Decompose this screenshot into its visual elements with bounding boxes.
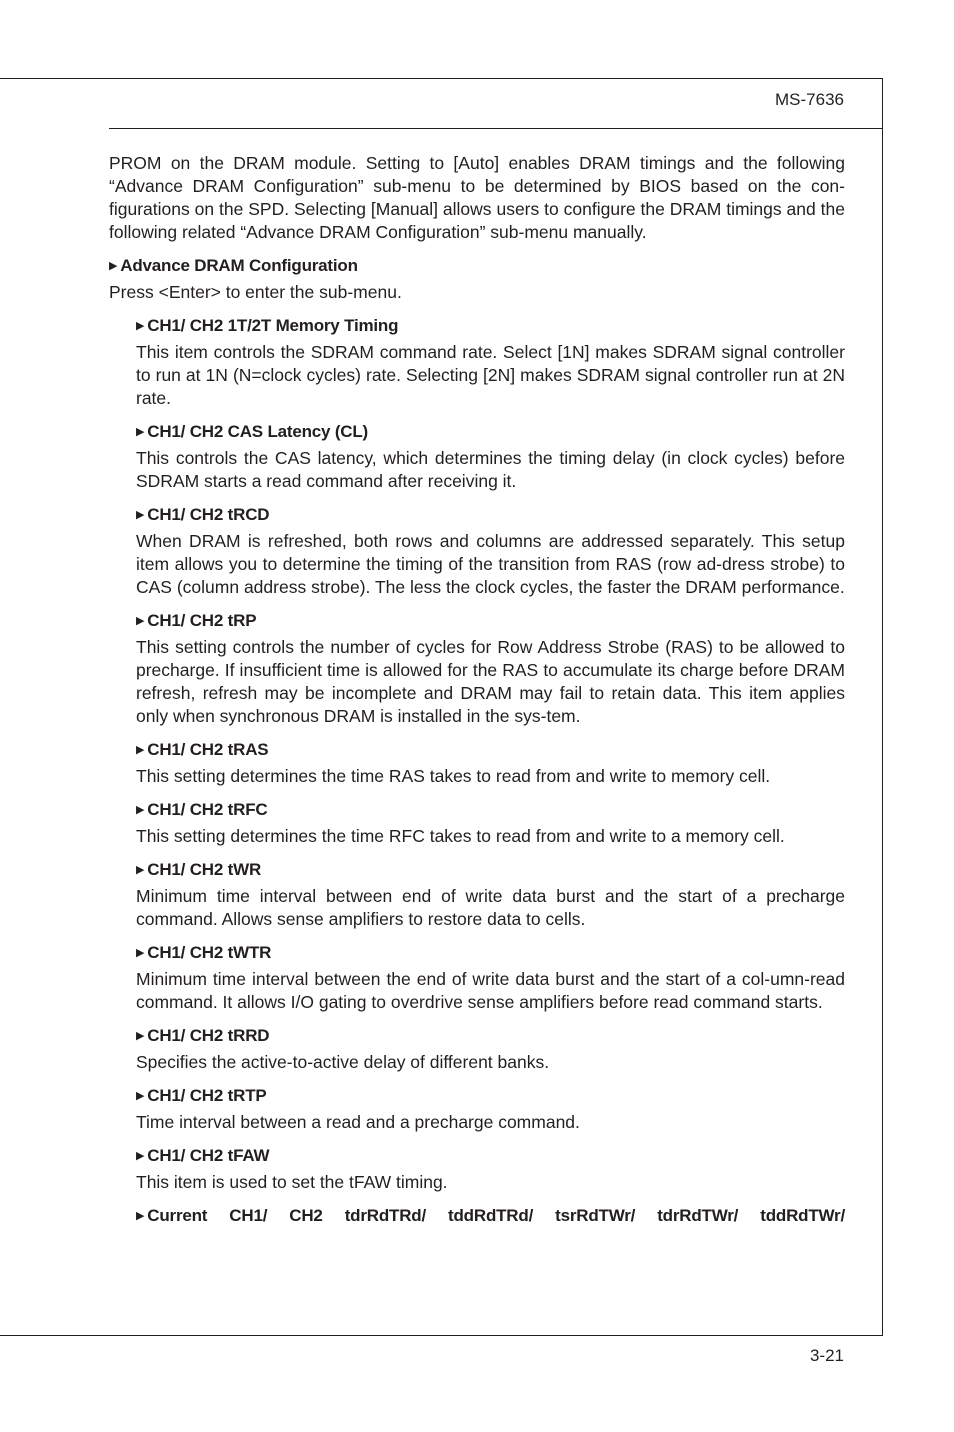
item-heading: ▶ CH1/ CH2 tRCD (136, 503, 845, 527)
item-text: This setting controls the number of cycles for Row Address Strobe (RAS) to be allowed to precharge. If insufficient time is allowed for the RAS to accumulate its charge before DRAM refresh, refresh may be incomplete and DRAM may fail to retain data. This item applies only when synchronous DRAM is installed in the sys-tem. (136, 637, 845, 726)
item-trp (136, 609, 845, 728)
top-rule (0, 78, 883, 79)
item-text: This item is used to set the tFAW timing. (136, 1172, 448, 1192)
item-text: Specifies the active-to-active delay of different banks. (136, 1052, 550, 1072)
intro-paragraph: PROM on the DRAM module. Setting to [Auto] enables DRAM timings and the following “Advance DRAM Configuration” sub-menu to be determined by BIOS based on the con-figurations on the SPD. Selecting [Manual] allows users to configure the DRAM timings and the following related “Advance DRAM Configuration” sub-menu manually. (109, 153, 845, 242)
triangle-bullet-icon: ▶ (136, 864, 145, 876)
item-text: This setting determines the time RAS takes to read from and write to memory cell. (136, 766, 771, 786)
bottom-rule (0, 1335, 883, 1336)
item-heading: ▶ CH1/ CH2 tRTP (136, 1084, 845, 1108)
item-twr (136, 858, 845, 931)
item-text: This item controls the SDRAM command rate. Select [1N] makes SDRAM signal controller to run at 1N (N=clock cycles) rate. Selecting [2N] makes SDRAM signal controller run at 2N rate. (136, 342, 845, 408)
item-heading: ▶ CH1/ CH2 tWTR (136, 941, 845, 965)
right-rule (882, 78, 883, 1336)
item-trrd (136, 1024, 845, 1074)
item-heading-current-timings: ▶ Current CH1/ CH2 tdrRdTRd/ tddRdTRd/ tsrRdTWr/ tdrRdTWr/ tddRdTWr/ (136, 1204, 845, 1228)
item-tfaw (136, 1144, 845, 1194)
item-heading: ▶ CH1/ CH2 tFAW (136, 1144, 845, 1168)
item-text: This setting determines the time RFC takes to read from and write to a memory cell. (136, 826, 785, 846)
item-heading: ▶ CH1/ CH2 tWR (136, 858, 845, 882)
model-number: MS-7636 (775, 90, 844, 109)
item-text: When DRAM is refreshed, both rows and columns are addressed separately. This setup item allows you to determine the timing of the transition from RAS (row ad-dress strobe) to CAS (column address strobe). The less the clock cycles, the faster the DRAM performance. (136, 531, 845, 597)
item-heading: ▶ CH1/ CH2 tRP (136, 609, 845, 633)
triangle-bullet-icon: ▶ (136, 804, 145, 816)
item-heading: ▶ CH1/ CH2 tRRD (136, 1024, 845, 1048)
item-trtp (136, 1084, 845, 1134)
triangle-bullet-icon: ▶ (136, 947, 145, 959)
triangle-bullet-icon: ▶ (136, 1030, 145, 1042)
item-text: Time interval between a read and a precharge command. (136, 1112, 580, 1132)
item-trcd (136, 503, 845, 599)
section-advance-dram (109, 254, 845, 304)
item-text: Minimum time interval between end of write data burst and the start of a precharge command. Allows sense amplifiers to restore data to cells. (136, 886, 845, 929)
item-heading: ▶ CH1/ CH2 tRFC (136, 798, 845, 822)
triangle-bullet-icon: ▶ (136, 744, 145, 756)
triangle-bullet-icon: ▶ (136, 1090, 145, 1102)
item-memory-timing (136, 314, 845, 410)
item-tras (136, 738, 845, 788)
triangle-bullet-icon: ▶ (136, 1150, 145, 1162)
triangle-bullet-icon: ▶ (136, 615, 145, 627)
triangle-bullet-icon: ▶ (109, 260, 118, 272)
header-rule (109, 128, 883, 129)
item-heading: ▶ CH1/ CH2 CAS Latency (CL) (136, 420, 845, 444)
triangle-bullet-icon: ▶ (136, 1210, 145, 1222)
triangle-bullet-icon: ▶ (136, 509, 145, 521)
item-heading: ▶ CH1/ CH2 tRAS (136, 738, 845, 762)
sub-menu-items (136, 314, 845, 1228)
section-text: Press <Enter> to enter the sub-menu. (109, 282, 402, 302)
item-heading: ▶ CH1/ CH2 1T/2T Memory Timing (136, 314, 845, 338)
item-text: This controls the CAS latency, which determines the timing delay (in clock cycles) before SDRAM starts a read command after receiving it. (136, 448, 845, 491)
page-content (109, 152, 845, 1231)
item-trfc (136, 798, 845, 848)
item-text: Minimum time interval between the end of write data burst and the start of a col-umn-read command. It allows I/O gating to overdrive sense amplifiers before read command starts. (136, 969, 845, 1012)
triangle-bullet-icon: ▶ (136, 320, 145, 332)
item-twtr (136, 941, 845, 1014)
page-number: 3-21 (809, 1346, 844, 1365)
section-heading: ▶ Advance DRAM Configuration (109, 254, 845, 278)
item-cas-latency (136, 420, 845, 493)
triangle-bullet-icon: ▶ (136, 426, 145, 438)
